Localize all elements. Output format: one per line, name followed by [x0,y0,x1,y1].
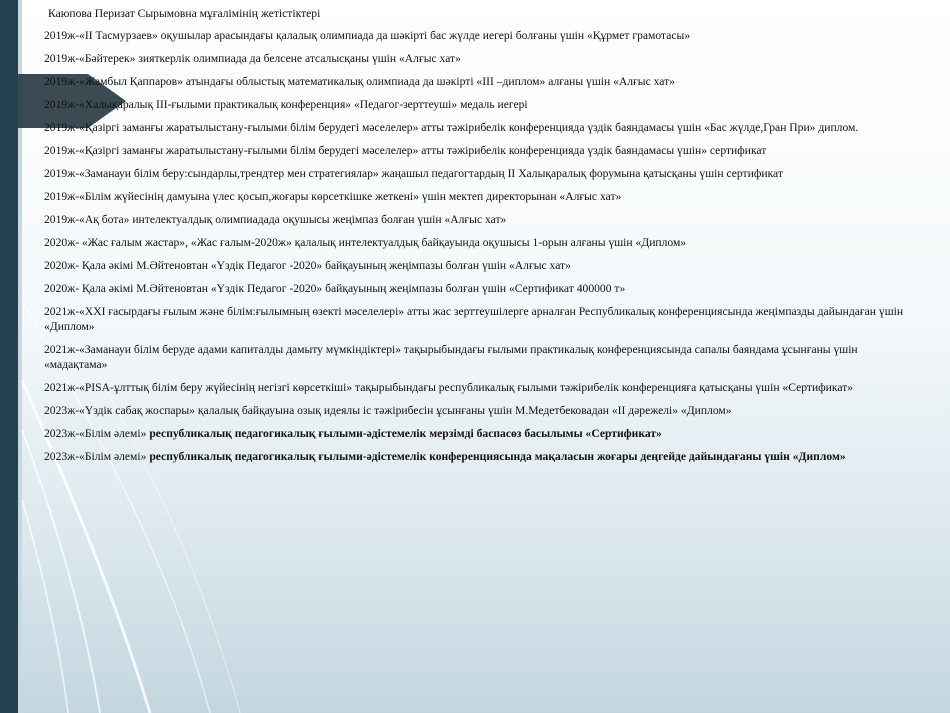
list-item-prefix: 2023ж-«Білім әлемі» [44,450,150,463]
list-item [44,426,914,441]
list-item-prefix: 2023ж-«Білім әлемі» [44,427,150,440]
list-item: 2023ж-«Үздік сабақ жоспары» қалалық байқауына озық идеялы іс тәжірибесін ұсынғаны үшін М.Медетбековадан «II дәрежелі» «Диплом» [44,404,732,417]
list-item: 2019ж-«Ақ бота» интелектуалдық олимпиадада оқушысы жеңімпаз болған үшін «Алғыс хат» [44,213,507,226]
list-item [44,449,914,464]
list-item: 2019ж-«Заманауи білім беру:сындарлы,трендтер мен стратегиялар» жаңашыл педагогтардың II Халықаралық форумына қатысқаны үшін сертификат [44,167,783,180]
list-item: 2021ж-«Заманауи білім беруде адами капиталды дамыту мүмкіндіктері» тақырыбындағы ғылыми практикалық конференциясында сапалы баяндама ұсынғаны үшін «мадақтама» [44,343,858,371]
list-item: 2020ж- Қала әкімі М.Әйтеновтан «Үздік Педагог -2020» байқауының жеңімпазы болған үшін «Сертификат 400000 т» [44,282,626,295]
list-item-bold-text: республикалық педагогикалық ғылыми-әдістемелік мерзімді баспасөз басылымы «Сертификат» [149,427,662,440]
list-item: 2019ж-«Білім жүйесінің дамуына үлес қосып,жоғары көрсеткішке жеткені» үшін мектеп директорынан «Алғыс хат» [44,190,622,203]
list-item: 2019ж-«II Тасмурзаев» оқушылар арасындағы қалалық олимпиада да шәкірті бас жүлде иегері болғаны үшін «Құрмет грамотасы» [44,29,691,42]
list-item: 2019ж-«Бәйтерек» зияткерлік олимпиада да белсене атсалысқаны үшін «Алғыс хат» [44,52,461,65]
list-item: 2020ж- «Жас ғалым жастар», «Жас ғалым-2020ж» қалалық интелектуалдық байқауында оқушысы 1-орын алғаны үшін «Диплом» [44,236,687,249]
list-item: 2021ж-«XXI ғасырдағы ғылым және білім:ғылымның өзекті мәселелері» атты жас зерттеушілерге арналған Республикалық конференциясында жеңімпазды дайындаған үшін «Диплом» [44,305,904,333]
list-item: 2019ж-«Жамбыл Қаппаров» атындағы облыстық математикалық олимпиада да шәкірті «III –диплом» алғаны үшін «Алғыс хат» [44,75,675,88]
achievements-list [44,6,914,472]
list-item: 2019ж-«Қазіргі заманғы жаратылыстану-ғылыми білім берудегі мәселелер» атты тәжірибелік конференцияда үздік баяндамасы үшін» сертификат [44,144,767,157]
list-item: 2019ж-«Халықаралық III-ғылыми практикалық конференция» «Педагог-зерттеуші» медаль иегері [44,98,528,111]
list-item: 2019ж-«Қазіргі заманғы жаратылыстану-ғылыми білім берудегі мәселелер» атты тәжірибелік конференцияда үздік баяндамасы үшін «Бас жүлде,Гран При» диплом. [44,121,859,134]
document-title: Каюпова Перизат Сырымовна мұғалімінің жетістіктері [48,7,321,20]
list-item: 2020ж- Қала әкімі М.Әйтеновтан «Үздік Педагог -2020» байқауының жеңімпазы болған үшін «Алғыс хат» [44,259,571,272]
list-item: 2021ж-«PISA-ұлттық білім беру жүйесінің негізгі көрсеткіші» тақырыбындағы республикалық ғылыми тәжірибелік конференцияға қатысқаны үшін «Сертификат» [44,381,854,394]
list-item-bold-text: республикалық педагогикалық ғылыми-әдістемелік конференциясында мақаласын жоғары деңгейде дайындағаны үшін «Диплом» [149,450,846,463]
